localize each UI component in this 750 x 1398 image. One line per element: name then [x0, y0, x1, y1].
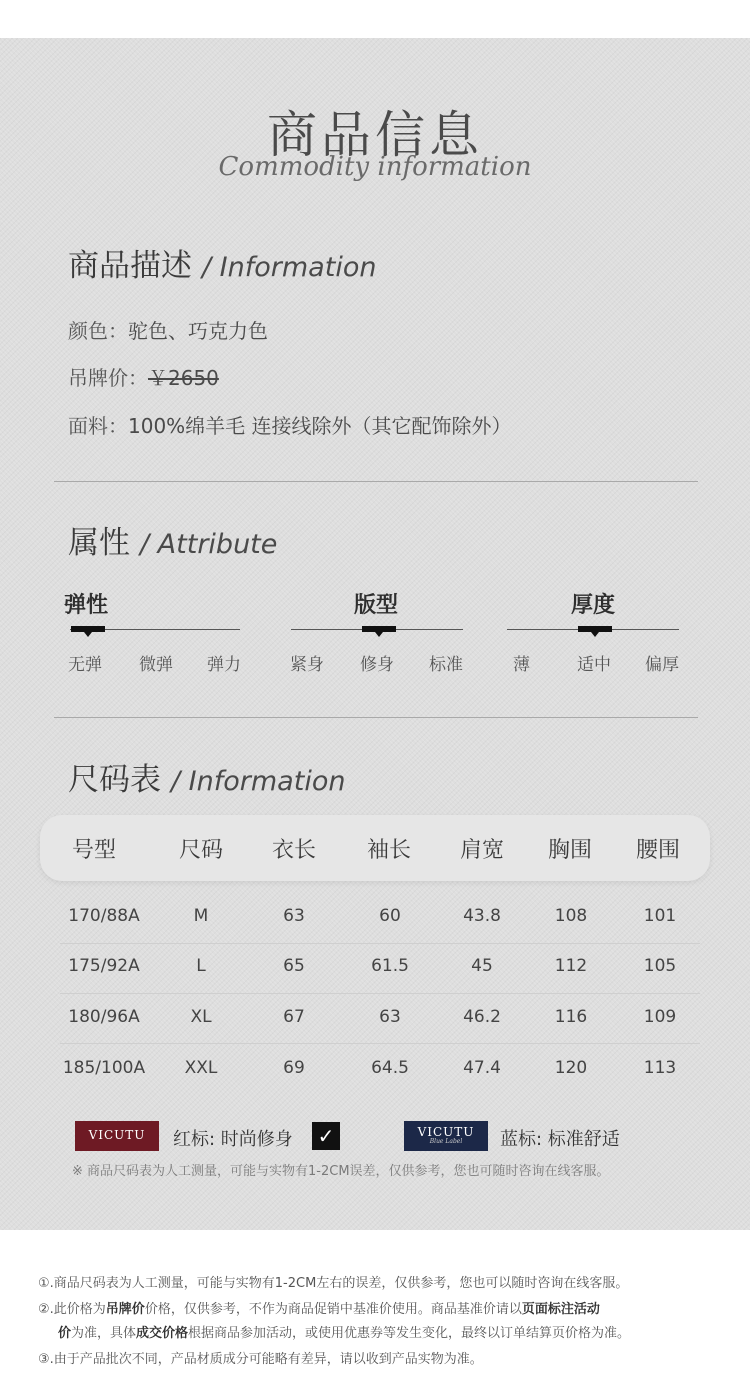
table-cell: 47.4: [463, 1058, 501, 1078]
elasticity-option: 无弹: [68, 655, 102, 675]
table-cell: 45: [471, 956, 493, 976]
tag-price-info: 吊牌价：￥2650: [68, 366, 219, 390]
table-cell: 108: [554, 906, 588, 926]
blue-label-logo: [404, 1121, 488, 1151]
section-divider: [54, 481, 698, 482]
page-title: 商品信息: [267, 106, 483, 164]
table-cell: XL: [190, 1007, 212, 1027]
row-separator: [60, 943, 700, 944]
table-cell: 175/92A: [68, 956, 140, 976]
fit-option: 标准: [429, 655, 463, 675]
table-cell: 65: [283, 956, 305, 976]
color-info: 颜色：驼色、巧克力色: [68, 319, 268, 343]
table-cell: 112: [554, 956, 588, 976]
attribute-section-title: 属性 / Attribute: [68, 525, 278, 561]
table-cell: 69: [283, 1058, 305, 1078]
table-header-cell: 袖长: [366, 838, 411, 863]
table-cell: XXL: [184, 1058, 218, 1078]
table-cell: 46.2: [463, 1007, 501, 1027]
fit-label: 版型: [354, 593, 399, 618]
red-label-logo: VICUTU: [75, 1121, 159, 1151]
fit-option: 紧身: [290, 655, 324, 675]
table-cell: 185/100A: [62, 1058, 146, 1078]
measurement-note: ※ 商品尺码表为人工测量，可能与实物有1-2CM误差，仅供参考，您也可随时咨询在线客服。: [72, 1164, 610, 1179]
size-table-section-title: 尺码表 / Information: [68, 762, 346, 798]
table-cell: 63: [379, 1007, 401, 1027]
table-cell: 120: [554, 1058, 588, 1078]
thickness-marker: [578, 626, 612, 632]
red-label-text: 红标: 时尚修身: [173, 1129, 293, 1150]
fabric-info: 面料：100%绵羊毛 连接线除外（其它配饰除外）: [68, 414, 512, 438]
table-header-cell: 胸围: [547, 838, 592, 863]
blue-label-text: 蓝标: 标准舒适: [500, 1129, 620, 1150]
table-cell: 113: [643, 1058, 677, 1078]
footer-note-2: ②.此价格为吊牌价价格，仅供参考，不作为商品促销中基准价使用。商品基准价请以页面标注活动: [38, 1302, 600, 1317]
footer-note-3: ③.由于产品批次不同，产品材质成分可能略有差异，请以收到产品实物为准。: [38, 1352, 483, 1367]
fit-option: 修身: [360, 655, 394, 675]
table-cell: 180/96A: [68, 1007, 140, 1027]
table-cell: M: [193, 906, 209, 926]
table-cell: 101: [643, 906, 677, 926]
elasticity-option: 弹力: [207, 655, 241, 675]
table-cell: 67: [283, 1007, 305, 1027]
table-header-cell: 腰围: [635, 838, 680, 863]
footer-note-2-cont: 价为准，具体成交价格根据商品参加活动，或使用优惠券等发生变化，最终以订单结算页价格为准。: [58, 1326, 631, 1341]
table-header-cell: 号型: [71, 838, 116, 863]
row-separator: [60, 1043, 700, 1044]
thickness-option: 薄: [513, 655, 530, 675]
table-header-cell: 尺码: [178, 838, 223, 863]
table-cell: 61.5: [371, 956, 409, 976]
thickness-label: 厚度: [571, 593, 616, 618]
fit-marker: [362, 626, 396, 632]
table-header-cell: 衣长: [271, 838, 316, 863]
elasticity-option: 微弹: [139, 655, 173, 675]
description-section-title: 商品描述 / Information: [68, 248, 377, 284]
blue-label-subtext: Blue Label: [429, 1138, 463, 1145]
elasticity-marker: [71, 626, 105, 632]
table-header-cell: 肩宽: [459, 838, 504, 863]
table-cell: 63: [283, 906, 305, 926]
table-cell: 105: [643, 956, 677, 976]
table-cell: 170/88A: [68, 906, 140, 926]
section-divider: [54, 717, 698, 718]
blue-label-brand: VICUTU: [417, 1125, 475, 1139]
row-separator: [60, 993, 700, 994]
thickness-option: 偏厚: [645, 655, 679, 675]
check-icon: ✓: [312, 1122, 340, 1150]
page-subtitle: Commodity information: [218, 152, 532, 182]
table-cell: L: [196, 956, 206, 976]
table-cell: 109: [643, 1007, 677, 1027]
table-cell: 64.5: [371, 1058, 409, 1078]
elasticity-label: 弹性: [64, 593, 109, 618]
thickness-option: 适中: [577, 655, 611, 675]
footer-note-1: ①.商品尺码表为人工测量，可能与实物有1-2CM左右的误差，仅供参考，您也可以随时咨询在线客服。: [38, 1276, 629, 1291]
table-cell: 60: [379, 906, 401, 926]
table-cell: 116: [554, 1007, 588, 1027]
table-cell: 43.8: [463, 906, 501, 926]
